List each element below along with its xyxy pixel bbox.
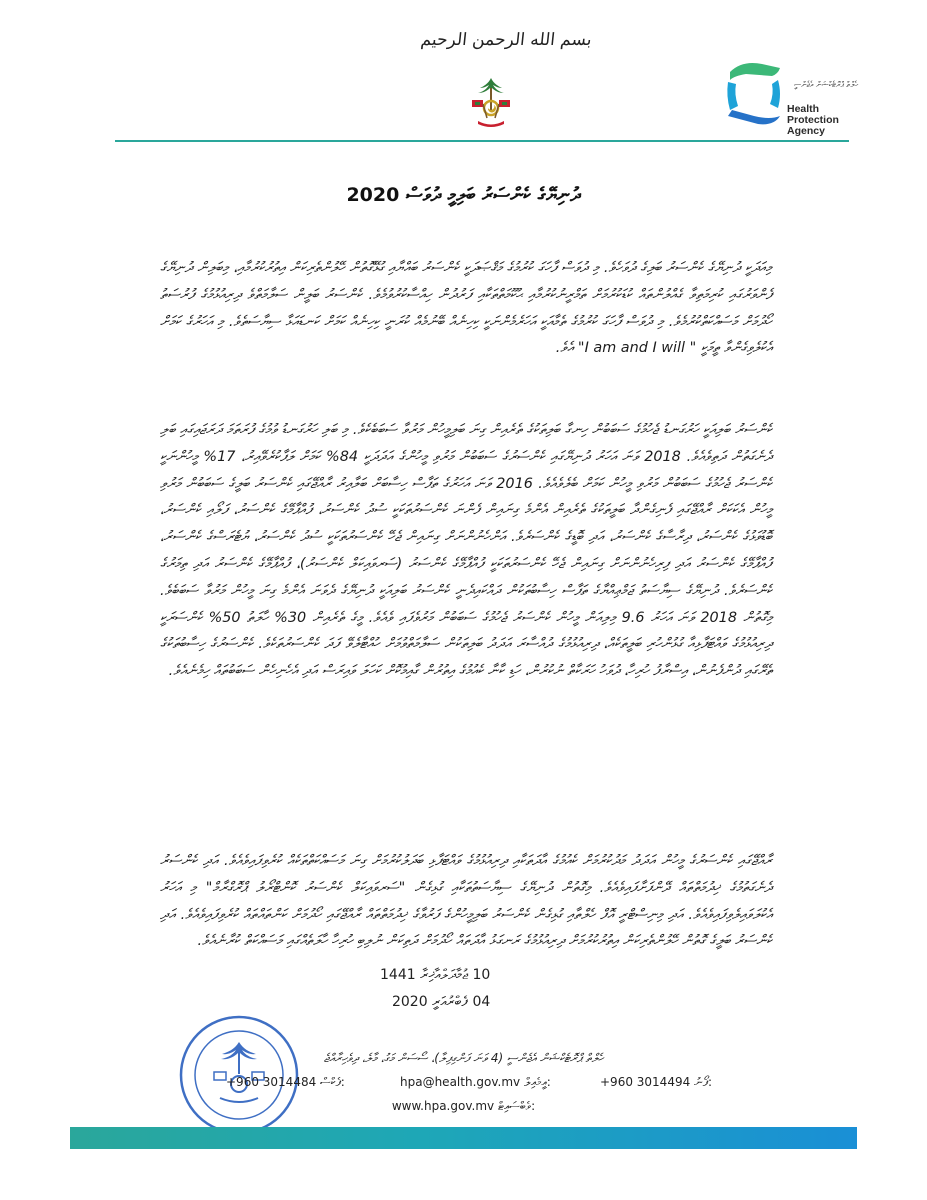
footer-phone [600,1075,712,1090]
gregorian-day: 04 [472,994,491,1010]
date-block [380,962,490,1016]
hpa-name-line3: Agency [787,125,825,137]
bismillah-calligraphy: بسم الله الرحمن الرحيم [419,30,593,50]
footer-email-label: އީމެއިލް: [523,1075,551,1089]
paragraph-statistics: ކެންސަރު ބަލިއަކީ ހަރުގަނޑު ޖެހުމުގެ ސަބަބުން ހިނގާ ބަލިތަކުގެ ތެރެއިން ގިނަ ބަލިމީހުން މަރުވާ ސަބަބެކެވެ. މި ބަލި ހަރުގަނޑު ވުމުގެ ފުރަތަމަ ދަރަޖައިގައި ބަލި ދެނެގަތުން ދަތިވެއެވެ. 2018 ވަނަ އަހަރު ދުނިޔޭގައި ކެންސަރުގެ ސަބަބުން މަރުވި މީހުންގެ އަދަދަކީ 84% ކަމަށް ލަފާކުރެވޭއިރު، 17% މީހުންނަކީ ކެންސަރު ޖެހުމުގެ ސަބަބުން މަރުވި މީހުން ކަމަށް ބެލެވެއެވެ. 2016 ވަނަ އަހަރުގެ ތަފާސް ހިސާބަށް ބަލާއިރު ރާއްޖޭގައި ކެންސަރު ބަލީގެ ސަބަބުން މަރުވި މީހުން އެކަކަށް ރާއްޖޭގައި ފެނިގެންދާ ބަލީތަކުގެ ތެރެއިން އެންމެ ގިނައިން ފެންނަ ކެންސަރުތަކަކީ ސުދު ކެންސަރު، ފުއްޕާމޭގެ ކެންސަރު، ފަލޯއި ކެންސަރު، ބޮޑުވަޅުގެ ކެންސަރު، ދިރާސާގެ ކެންސަރު، އަދި ބޮޑީގެ ކެންސަރެވެ. އަންހެނުންނަށް ގިނައިން ޖެހޭ ކެންސަރުތަކަކީ ސުދު ކެންސަރު، ޔުޓެރަސްގެ ކެންސަރު، ފުއްޕާމޭގެ ކެންސަރު އަދި ފިރިހެނުންނަށް ގިނައިން ޖެހޭ ކެންސަރުތަކަކީ ފުއްޕާމޭގެ ކެންސަރު (ސަރވައިކަލް ކެންސަރު)، ފުއްޕާމޭގެ ކެންސަރު އަދި ތިމަރުގެ ކެންސަރެވެ. ދުނިޔޭގެ ސިޔާސަތު ޖަމްޢިއްޔާގެ ތަފާސް ހިސާބުތަކުން ދައްކައިދެނީ ކެންސަރު ބަލިއަކީ ދުނިޔޭގެ ދެވަނަ އެންމެ ގިނަ މީހުން މަރުވާ ސަބަބެވެ. މިގޮތުން 2018 ވަނަ އަހަރު 9.6 މިލިއަން މީހުން ކެންސަރު ޖެހުމުގެ ސަބަބުން މަރުވެފައި ވެއެވެ. މީގެ ތެރެއިން 30% ހާލަތު 50% ކެންސަރަކީ ދިރިއުޅުމުގެ ވައްޓަފާޅިއާ ގުޅުންހުރި ބަލީތަކެއް، ދިރިއުޅުމުގެ ދުއްސާރަ އަދަދު ބަލިތަކުން ސަލާމަތްވުމަށް ހުއްޓާލެވޭ ފަދަ ކެންސަރުތަކެވެ. ކެންސަރުގެ ހިސާބުތަކުގެ ތެރޭގައި ދުންފެނުން، އިސްރާފު ހުރިހާ، ދުވަހު ހަރަކާތް ނުކުރުން، ހަޑި ކާނާ ކެއުމުގެ އިތުރުން ގާއިމުކޮށް ކަހަލަ ވައިރަސް އަދި އެހެނިހެން ސަބަބުތައް ހިމެނެއެވެ. [160,422,772,680]
hijri-month: ޖުމާދަލްއާޚިރާ [420,967,469,983]
hijri-year: 1441 [380,967,416,983]
footer-address: ހެލްތް ޕްރޮޓެކްޝަން އެޖެންސީ (4 ވަނަ ފަންގިފިލާ)، ސޯސަން މަގު، މާލެ، ދިވެހިރާއްޖެ [323,1051,604,1065]
hpa-name-line1: Health [787,103,820,115]
hijri-day: 10 [472,967,491,983]
header-divider [115,140,849,142]
national-emblem-icon [468,74,514,130]
footer-website-value[interactable]: www.hpa.gov.mv [391,1099,495,1113]
gregorian-date [380,989,490,1016]
hpa-name-dhivehi: ހެލްތް ޕްރޮޓެކްޝަން އެޖެންސީ [794,80,859,89]
footer-email-value[interactable]: hpa@health.gov.mv [400,1075,521,1089]
hpa-logo-icon [722,58,786,130]
footer-phone-value: +960 3014494 [600,1075,691,1089]
footer-fax-value: +960 3014484 [226,1075,317,1089]
gregorian-year: 2020 [391,994,428,1010]
gregorian-month: ފެބްރުއަރީ [432,994,469,1010]
footer-fax [226,1075,345,1090]
hpa-name-line2: Protection [787,114,839,126]
footer-phone-label: ފޯނު: [694,1075,713,1089]
document-title: ދުނިޔޭގެ ކެންސަރު ބަލިމީ ދުވަސް 2020 [346,184,581,206]
paragraph-intro [160,255,772,362]
paragraph-efforts: ރާއްޖޭގައި ކެންސަރުގެ މީހުން އަދަދު މަދުކުރުމަށް ކެއުމުގެ އާދަތަކާއި ދިރިއުޅުމުގެ ވައްޓަފާޅި ބަދަލުކުރުމަށް ގިނަ މަސައްކަތްތަކެއް ކުރެވިފައިވެއެވެ. އަދި ކެންސަރު ދެނެގަތުމުގެ ޚިދުމަތްތައް ދޭންފަށާފައިވެއެވެ. މިގޮތުން ދުނިޔޭގެ ސިޔާސަތުތަކާއި ގުޅިގެން "ސަރވައިކަލް ކެންސަރު ކޮންޓްރޯލު ޕްރޮގްރާމް" މި އަހަރު އެކުލަވައިލެވިފައިވެއެވެ. އަދި މިނިސްޓްރީ އޮފް ހެލްތާއި ގުޅިގެން ކެންސަރު ބަލިމީހުންގެ ފަރުވާގެ ޚިދުމަތްތައް ރާއްޖޭގައި ހޯދުމަށް ކަންތައްތައް ކުރެވިފައިވެއެވެ. އަދި ކެންސަރު ބަލީގެ ގޮތުން ހޭލުންތެރިކަން އިތުރުކުރުމަށް ދިރިއުޅުމުގެ ރަނގަޅު އާދަތައް ހޯދުމަށް ދަތިކަން ނުލިބި ހުރިހާ ހާލަތެއްގައި މަސައްކަތް ކުރާނެއެވެ. [160,853,772,950]
footer-fax-label: ފެކްސް: [320,1075,345,1089]
footer-color-bar [70,1127,857,1149]
hpa-name-english [787,104,839,137]
hijri-date [380,962,490,989]
footer-website [0,1099,927,1114]
paragraph-intro-tail: am and I will" އެވެ. [555,340,686,357]
footer-website-label: ވެބްސައިޓް: [497,1099,536,1113]
paragraph-intro-text: މިއަދަކީ ދުނިޔޭގެ ކެންސަރު ބަލިގެ ދުވަހެވެ. މި ދުވަސް ފާހަގަ ކުރުމުގެ މަޤްޞަދަކީ ކެންސަރު ބައްޔާއި ގުޅޭގޮތުން ހޭލުންތެރިކަން އިތުރުކުރުމާއި، މިބަލިން ދުނިޔޭގެ ފެންވަރުގައި ކުރިމަތިވާ ގެއްލުންތައް ކުޑަކުރުމަށް ތަމްރީނުކުރުމާއި ޙުކޫމަތްތަކާއި ފަރުދުން ހިއްސާކުރުވުމެވެ. ކެންސަރު ބަލީން ސަލާމަތްވެ ދިރިއުޅުމުގެ ފުރުސަތު ހޯދުމަށް މަސައްކަތްކުރުމެވެ. މި ދުވަސް ފާހަގަ ކުރުމުގެ ތެމާއަކީ އަހަރެމެންނަކީ ކިހިނެއް ބޭނުމެއް ކުރަނީ ކިހިނެއް ކަމަށް ކަނޑައަޅާ ސިޔާސަތެވެ. މި އަހަރުގެ ކަމަށް އެކުލެވިގެންވާ ތީމަކީ " I [160,260,772,357]
footer-email [400,1075,551,1090]
